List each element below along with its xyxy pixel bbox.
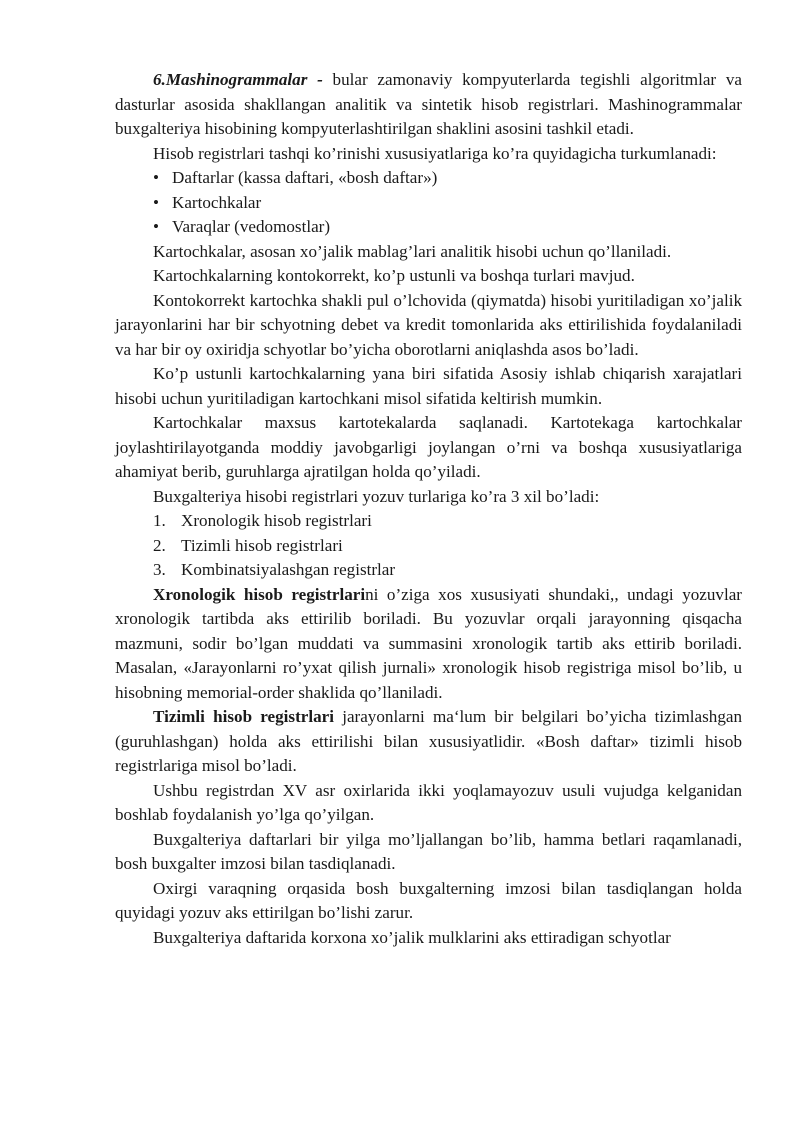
list-item-text: Kombinatsiyalashgan registrlar — [181, 560, 396, 579]
paragraph-tizimli — [115, 705, 742, 779]
list-item — [153, 166, 742, 191]
lead-term: 6.Mashinogrammalar - — [153, 70, 323, 89]
paragraph-daftarlar: Buxgalteriya daftarlari bir yilga mo’ljallangan bo’lib, hamma betlari raqamlanadi, bosh buxgalter imzosi bilan tasdiqlanadi. — [115, 829, 742, 873]
paragraph-text: ni o’ziga xos xususiyati shundaki,, undagi yozuvlar xronologik tartibda aks ettirilib boriladi. Bu yozuvlar orqali jarayonning qisqacha mazmuni, sodir bo’lgan muddati va summasini xronologik tartib aks ettirib boriladi. Masalan, «Jarayonlarni ro’yxat qilish jurnali» xronologik hisob registriga misol bo’lib, u hisobning memorial-order shaklida qo’llaniladi. — [115, 584, 742, 702]
paragraph-kartoteka: Kartochkalar maxsus kartotekalarda saqlanadi. Kartotekaga kartochkalar joylashtirilayotganda moddiy javobgarligi joylangan o’rni va boshqa xususiyatlariga ahamiyat berib, guruhlarga ajratilgan holda qo’yiladi. — [115, 413, 742, 481]
list-item — [153, 509, 742, 534]
paragraph-oxirgi-varaq: Oxirgi varaqning orqasida bosh buxgalterning imzosi bilan tasdiqlangan holda quyidagi yozuv aks ettirilgan bo’lishi zarur. — [115, 878, 742, 922]
list-number: 3. — [153, 560, 166, 579]
numbered-list — [115, 509, 742, 583]
paragraph-kartochka-turlari: Kartochkalarning kontokorrekt, ko’p ustunli va boshqa turlari mavjud. — [153, 266, 635, 285]
list-item — [153, 558, 742, 583]
paragraph-buxgalteriya-daftari: Buxgalteriya daftarida korxona xo’jalik mulklarini aks ettiradigan schyotlar — [153, 927, 671, 947]
paragraph-mashinogrammalar — [115, 68, 742, 142]
bullet-icon: • — [153, 217, 159, 236]
list-item — [153, 215, 742, 240]
list-item-text: Varaqlar (vedomostlar) — [172, 217, 331, 236]
list-item — [153, 191, 742, 216]
bullet-icon: • — [153, 192, 159, 212]
bold-term: Tizimli hisob registrlari — [153, 707, 334, 726]
paragraph-text: jarayonlarni ma‘lum bir belgilari bo’yicha tizimlashgan (guruhlashgan) holda aks ettirilishi bilan xususiyatlidir. «Bosh daftar» tizimli hisob registrlariga misol bo’ladi. — [115, 707, 743, 775]
list-item-text: Kartochkalar — [172, 192, 262, 212]
paragraph-kontokorrekt: Kontokorrekt kartochka shakli pul o’lchovida (qiymatda) hisobi yuritiladigan xo’jalik jarayonlarini har bir schyotning debet va kredit tomonlarida aks ettirilishida foydalaniladi va har bir oy oxiridja schyotlar bo’yicha oborotlarni aniqlashda asos bo’ladi. — [115, 290, 742, 359]
bold-term: Xronologik hisob registrlari — [153, 584, 366, 604]
list-item-text: Daftarlar (kassa daftari, «bosh daftar») — [172, 168, 438, 187]
paragraph-kartochkalar: Kartochkalar, asosan xo’jalik mablag’lari analitik hisobi uchun qo’llaniladi. — [153, 241, 672, 261]
paragraph-text: bular zamonaviy kompyuterlarda tegishli algoritmlar va dasturlar asosida shakllangan analitik va sintetik hisob registrlari. Mashinogrammalar buxgalteriya hisobining kompyuterlashtirilgan shaklini asosini tashkil etadi. — [115, 70, 742, 138]
list-item-text: Tizimli hisob registrlari — [181, 535, 343, 555]
list-number: 1. — [153, 511, 166, 530]
paragraph-xronologik — [115, 583, 742, 706]
paragraph-kop-ustunli: Ko’p ustunli kartochkalarning yana biri sifatida Asosiy ishlab chiqarish xarajatlari hisobi uchun yuritiladigan kartochkani misol sifatida keltirish mumkin. — [115, 364, 742, 408]
list-number: 2. — [153, 535, 166, 555]
paragraph-yozuv-turlari: Buxgalteriya hisobi registrlari yozuv turlariga ko’ra 3 xil bo’ladi: — [153, 486, 600, 506]
list-item-text: Xronologik hisob registrlari — [181, 511, 372, 530]
bullet-list — [115, 166, 742, 240]
paragraph-xv-asr: Ushbu registrdan XV asr oxirlarida ikki yoqlamayozuv usuli vujudga kelganidan boshlab foydalanish yo’lga qo’yilgan. — [115, 780, 742, 824]
list-item — [153, 534, 742, 559]
bullet-icon: • — [153, 168, 159, 187]
paragraph-registr-turkumlari: Hisob registrlari tashqi ko’rinishi xususiyatlariga ko’ra quyidagicha turkumlanadi: — [153, 143, 717, 163]
